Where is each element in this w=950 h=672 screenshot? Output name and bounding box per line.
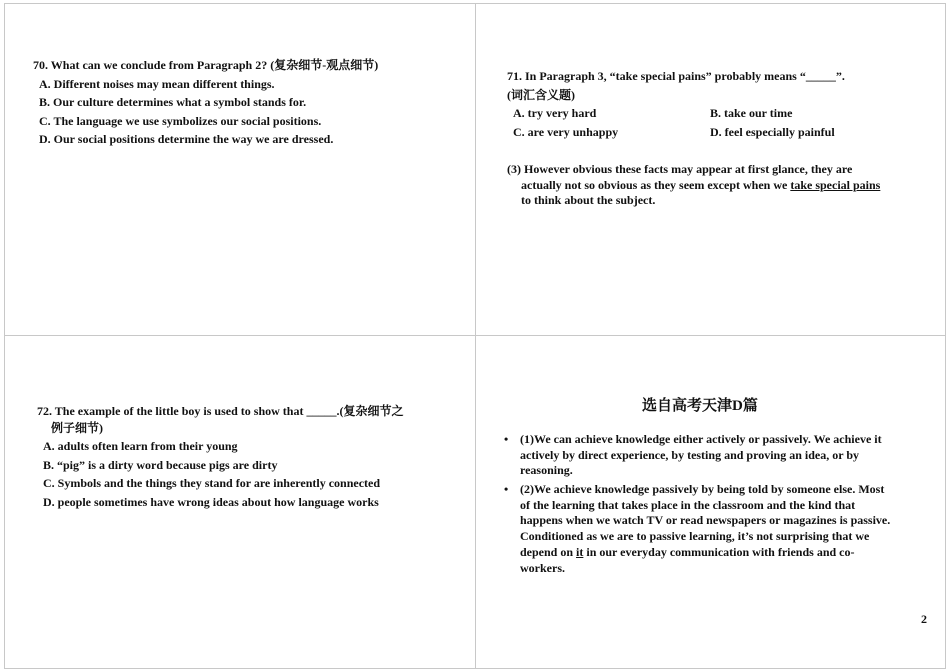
question-70-option-a: A. Different noises may mean different things. — [39, 76, 275, 91]
bullet-2-line-2: of the learning that takes place in the classroom and the kind that — [520, 497, 856, 512]
question-71-option-a: A. try very hard — [513, 106, 597, 120]
question-71 — [507, 67, 845, 104]
bullet-2-line-1: (2)We achieve knowledge passively by being told by someone else. Most — [520, 482, 885, 496]
passage-3-line-3: to think about the subject. — [521, 193, 656, 208]
question-70-stem: 70. What can we conclude from Paragraph 2? (复杂细节-观点细节) — [33, 58, 379, 72]
it-underlined: it — [576, 544, 584, 559]
bullet-2-line-5 — [520, 545, 890, 561]
bullet-2-line-6: workers. — [520, 560, 565, 575]
question-70-option-c: C. The language we use symbolizes our social positions. — [39, 113, 322, 128]
question-71-passage — [507, 162, 880, 209]
bullet-item-2 — [504, 482, 891, 576]
question-71-stem: 71. In Paragraph 3, “take special pains” probably means “_____”. — [507, 69, 845, 83]
question-71-option-b: B. take our time — [710, 106, 793, 120]
question-70-option-d: D. Our social positions determine the way we are dressed. — [39, 132, 334, 147]
question-72-option-b: B. “pig” is a dirty word because pigs are dirty — [43, 457, 278, 472]
bullet-dot-icon: • — [504, 482, 509, 496]
question-70 — [33, 56, 378, 149]
bullet-item-1 — [504, 432, 882, 479]
bullet-2-line-4: Conditioned as we are to passive learning, it’s not surprising that we — [520, 529, 870, 544]
bullet-2-line-3: happens when we watch TV or read newspapers or magazines is passive. — [520, 513, 891, 528]
take-special-pains-underlined: take special pains — [790, 177, 881, 192]
question-72 — [37, 402, 403, 512]
page-number: 2 — [921, 612, 927, 626]
passage-3-line-2-text: actually not so obvious as they seem except when we — [521, 177, 791, 192]
panel-border-left — [4, 3, 5, 669]
panel-divider-vertical — [475, 3, 476, 669]
question-70-option-b: B. Our culture determines what a symbol stands for. — [39, 95, 307, 110]
question-72-option-c: C. Symbols and the things they stand for are inherently connected — [43, 476, 381, 491]
question-72-option-a: A. adults often learn from their young — [43, 439, 238, 454]
bullet-2-line-5-start: depend on — [520, 544, 577, 559]
bullet-2-line-5-end: in our everyday communication with friends and co- — [583, 544, 855, 559]
bullet-1-line-2: actively by direct experience, by testing and proving an idea, or by — [520, 447, 859, 462]
question-71-option-c: C. are very unhappy — [513, 125, 619, 139]
bullet-1-line-3: reasoning. — [520, 463, 573, 478]
passage-3-line-1: (3) However obvious these facts may appear at first glance, they are — [507, 162, 853, 176]
passage-3-line-2 — [507, 178, 880, 194]
passage-title: 选自高考天津D篇 — [642, 398, 758, 414]
question-72-type: 例子细节) — [51, 420, 103, 435]
question-72-option-d: D. people sometimes have wrong ideas about how language works — [43, 494, 379, 509]
panel-border-right — [945, 3, 946, 669]
bullet-dot-icon: • — [504, 432, 509, 446]
question-72-stem: 72. The example of the little boy is used to show that _____.(复杂细节之 — [37, 404, 404, 418]
panel-divider-horizontal — [4, 335, 946, 336]
bullet-1-line-1: (1)We can achieve knowledge either actively or passively. We achieve it — [520, 432, 882, 446]
question-71-options — [513, 104, 933, 144]
question-71-type: (词汇含义题) — [507, 87, 575, 102]
question-71-option-d: D. feel especially painful — [710, 125, 835, 139]
